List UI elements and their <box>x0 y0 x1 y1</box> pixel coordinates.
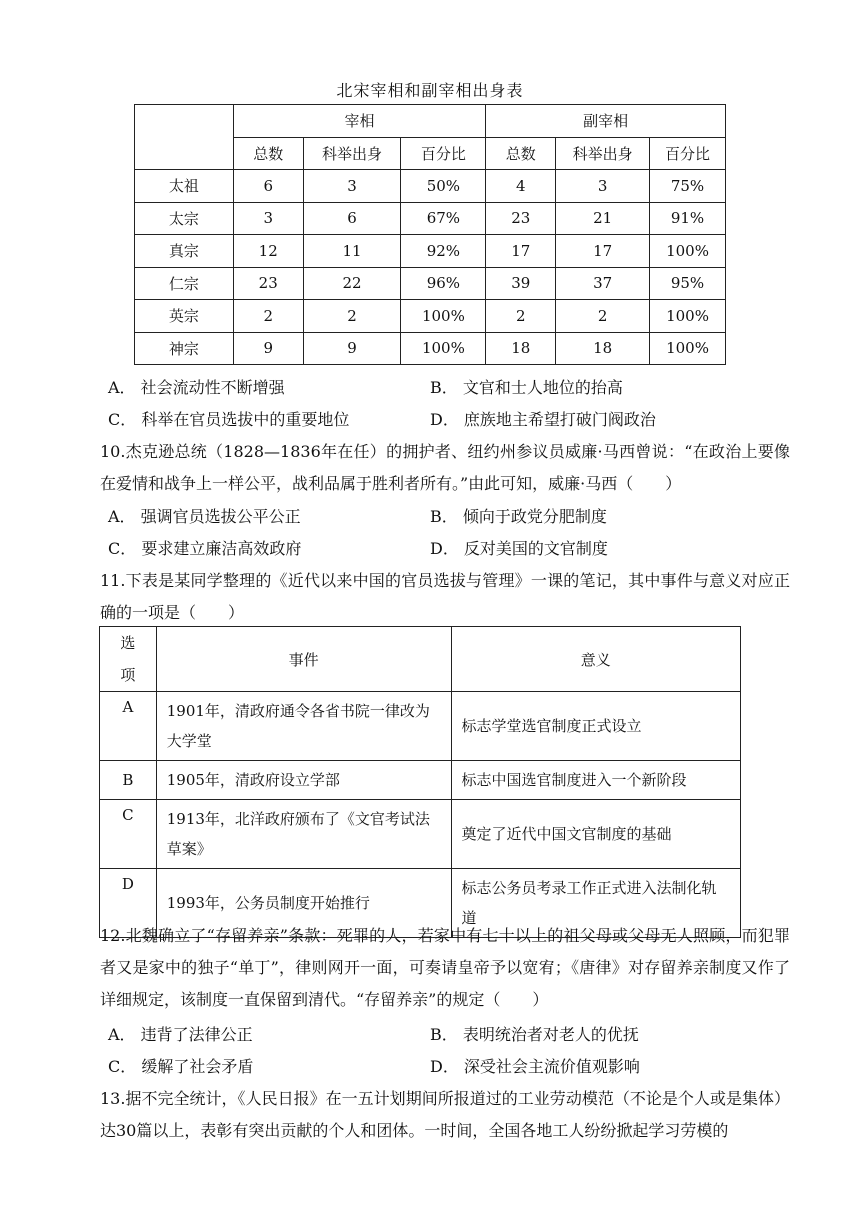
table-cell: 91% <box>650 202 726 235</box>
significance-cell: 标志学堂选官制度正式设立 <box>451 692 740 761</box>
table-cell: 67% <box>401 202 486 235</box>
q9-option-d[interactable]: D． 庶族地主希望打破门阀政治 <box>430 410 656 429</box>
q10-option-b[interactable]: B． 倾向于政党分肥制度 <box>430 507 607 526</box>
header-significance: 意义 <box>451 627 740 692</box>
table-cell: 21 <box>556 202 650 235</box>
q10-option-d[interactable]: D． 反对美国的文官制度 <box>430 539 608 558</box>
q9-options-row-1 <box>108 375 788 401</box>
table-cell: 6 <box>233 170 303 203</box>
q12-option-b[interactable]: B． 表明统治者对老人的优抚 <box>430 1025 639 1044</box>
table-cell: 18 <box>486 332 556 365</box>
event-cell: 1905年，清政府设立学部 <box>156 761 451 800</box>
table1-corner-cell <box>135 105 234 170</box>
table-row <box>135 332 726 365</box>
q10-stem: 10.杰克逊总统（1828—1836年在任）的拥护者、纽约州参议员威廉·马西曾说：“在政治上要像在爱情和战争上一样公平，战利品属于胜利者所有。”由此可知，威廉·马西（ ） <box>100 442 790 493</box>
table-row <box>135 235 726 268</box>
events-significance-table <box>99 626 741 938</box>
table-row <box>135 170 726 203</box>
emperor-cell: 太宗 <box>135 202 234 235</box>
significance-cell: 标志公务员考录工作正式进入法制化轨道 <box>451 869 740 938</box>
table-cell: 96% <box>401 267 486 300</box>
q10-option-a[interactable]: A． 强调官员选拔公平公正 <box>108 507 301 526</box>
q9-options-row-2 <box>108 407 788 433</box>
option-letter: A <box>100 692 157 761</box>
group-header-vice-chancellor: 副宰相 <box>486 105 726 138</box>
table-cell: 95% <box>650 267 726 300</box>
table-cell: 2 <box>303 300 401 333</box>
table2-header-row <box>100 627 741 692</box>
table-cell: 23 <box>233 267 303 300</box>
table-row <box>100 692 741 761</box>
sub-header: 百分比 <box>650 137 726 170</box>
emperor-cell: 真宗 <box>135 235 234 268</box>
table-cell: 39 <box>486 267 556 300</box>
event-cell: 1993年，公务员制度开始推行 <box>156 869 451 938</box>
q12-option-c[interactable]: C． 缓解了社会矛盾 <box>108 1057 254 1076</box>
q10-options-row-1 <box>108 504 788 530</box>
emperor-cell: 太祖 <box>135 170 234 203</box>
table-cell: 22 <box>303 267 401 300</box>
significance-cell: 标志中国选官制度进入一个新阶段 <box>451 761 740 800</box>
table-cell: 100% <box>650 300 726 333</box>
q12-options-row-1 <box>108 1022 788 1048</box>
event-cell: 1901年，清政府通令各省书院一律改为大学堂 <box>156 692 451 761</box>
sub-header: 科举出身 <box>303 137 401 170</box>
table1-caption: 北宋宰相和副宰相出身表 <box>336 81 524 100</box>
significance-cell: 奠定了近代中国文官制度的基础 <box>451 800 740 869</box>
q12-option-d[interactable]: D． 深受社会主流价值观影响 <box>430 1057 640 1076</box>
table-row <box>100 761 741 800</box>
q10-option-c[interactable]: C． 要求建立廉洁高效政府 <box>108 539 302 558</box>
table-cell: 17 <box>556 235 650 268</box>
table-cell: 100% <box>650 235 726 268</box>
group-header-chancellor: 宰相 <box>233 105 486 138</box>
officials-origin-table <box>134 104 726 365</box>
header-event: 事件 <box>156 627 451 692</box>
q9-option-b[interactable]: B． 文官和士人地位的抬高 <box>430 378 623 397</box>
table-cell: 9 <box>303 332 401 365</box>
table-cell: 3 <box>556 170 650 203</box>
table-cell: 2 <box>233 300 303 333</box>
option-letter: C <box>100 800 157 869</box>
q12-option-a[interactable]: A． 违背了法律公正 <box>108 1025 253 1044</box>
emperor-cell: 英宗 <box>135 300 234 333</box>
table-cell: 2 <box>556 300 650 333</box>
table-cell: 4 <box>486 170 556 203</box>
header-option: 选项 <box>100 627 157 692</box>
sub-header: 总数 <box>233 137 303 170</box>
table-cell: 17 <box>486 235 556 268</box>
table-cell: 100% <box>401 300 486 333</box>
table-row <box>135 300 726 333</box>
table-cell: 11 <box>303 235 401 268</box>
table-cell: 37 <box>556 267 650 300</box>
table-cell: 92% <box>401 235 486 268</box>
q9-option-a[interactable]: A． 社会流动性不断增强 <box>108 378 285 397</box>
emperor-cell: 仁宗 <box>135 267 234 300</box>
option-letter: B <box>100 761 157 800</box>
q12-stem: 12.北魏确立了“存留养亲”条款：死罪的人，若家中有七十以上的祖父母或父母无人照顾，而犯罪者又是家中的独子“单丁”，律则网开一面，可奏请皇帝予以宽宥；《唐律》对存留养亲制度又作了详细规定，该制度一直保留到清代。“存留养亲”的规定（ ） <box>100 926 790 1009</box>
emperor-cell: 神宗 <box>135 332 234 365</box>
table-cell: 12 <box>233 235 303 268</box>
table-cell: 9 <box>233 332 303 365</box>
option-letter: D <box>100 869 157 938</box>
table1-group-header-row <box>135 105 726 138</box>
table-cell: 100% <box>650 332 726 365</box>
table-cell: 3 <box>303 170 401 203</box>
table-row <box>135 267 726 300</box>
table-cell: 75% <box>650 170 726 203</box>
sub-header: 总数 <box>486 137 556 170</box>
table-row <box>135 202 726 235</box>
table-cell: 18 <box>556 332 650 365</box>
table-cell: 23 <box>486 202 556 235</box>
table-cell: 3 <box>233 202 303 235</box>
q13-stem: 13.据不完全统计，《人民日报》在一五计划期间所报道过的工业劳动模范（不论是个人或是集体）达30篇以上，表彰有突出贡献的个人和团体。一时间，全国各地工人纷纷掀起学习劳模的 <box>100 1089 790 1140</box>
q12-options-row-2 <box>108 1054 788 1080</box>
table-row <box>100 800 741 869</box>
table-cell: 2 <box>486 300 556 333</box>
q9-option-c[interactable]: C． 科举在官员选拔中的重要地位 <box>108 410 350 429</box>
table-cell: 100% <box>401 332 486 365</box>
table-cell: 50% <box>401 170 486 203</box>
sub-header: 百分比 <box>401 137 486 170</box>
q10-options-row-2 <box>108 536 788 562</box>
q11-stem: 11.下表是某同学整理的《近代以来中国的官员选拔与管理》一课的笔记，其中事件与意义对应正确的一项是（ ） <box>100 571 790 622</box>
sub-header: 科举出身 <box>556 137 650 170</box>
event-cell: 1913年，北洋政府颁布了《文官考试法草案》 <box>156 800 451 869</box>
table-cell: 6 <box>303 202 401 235</box>
